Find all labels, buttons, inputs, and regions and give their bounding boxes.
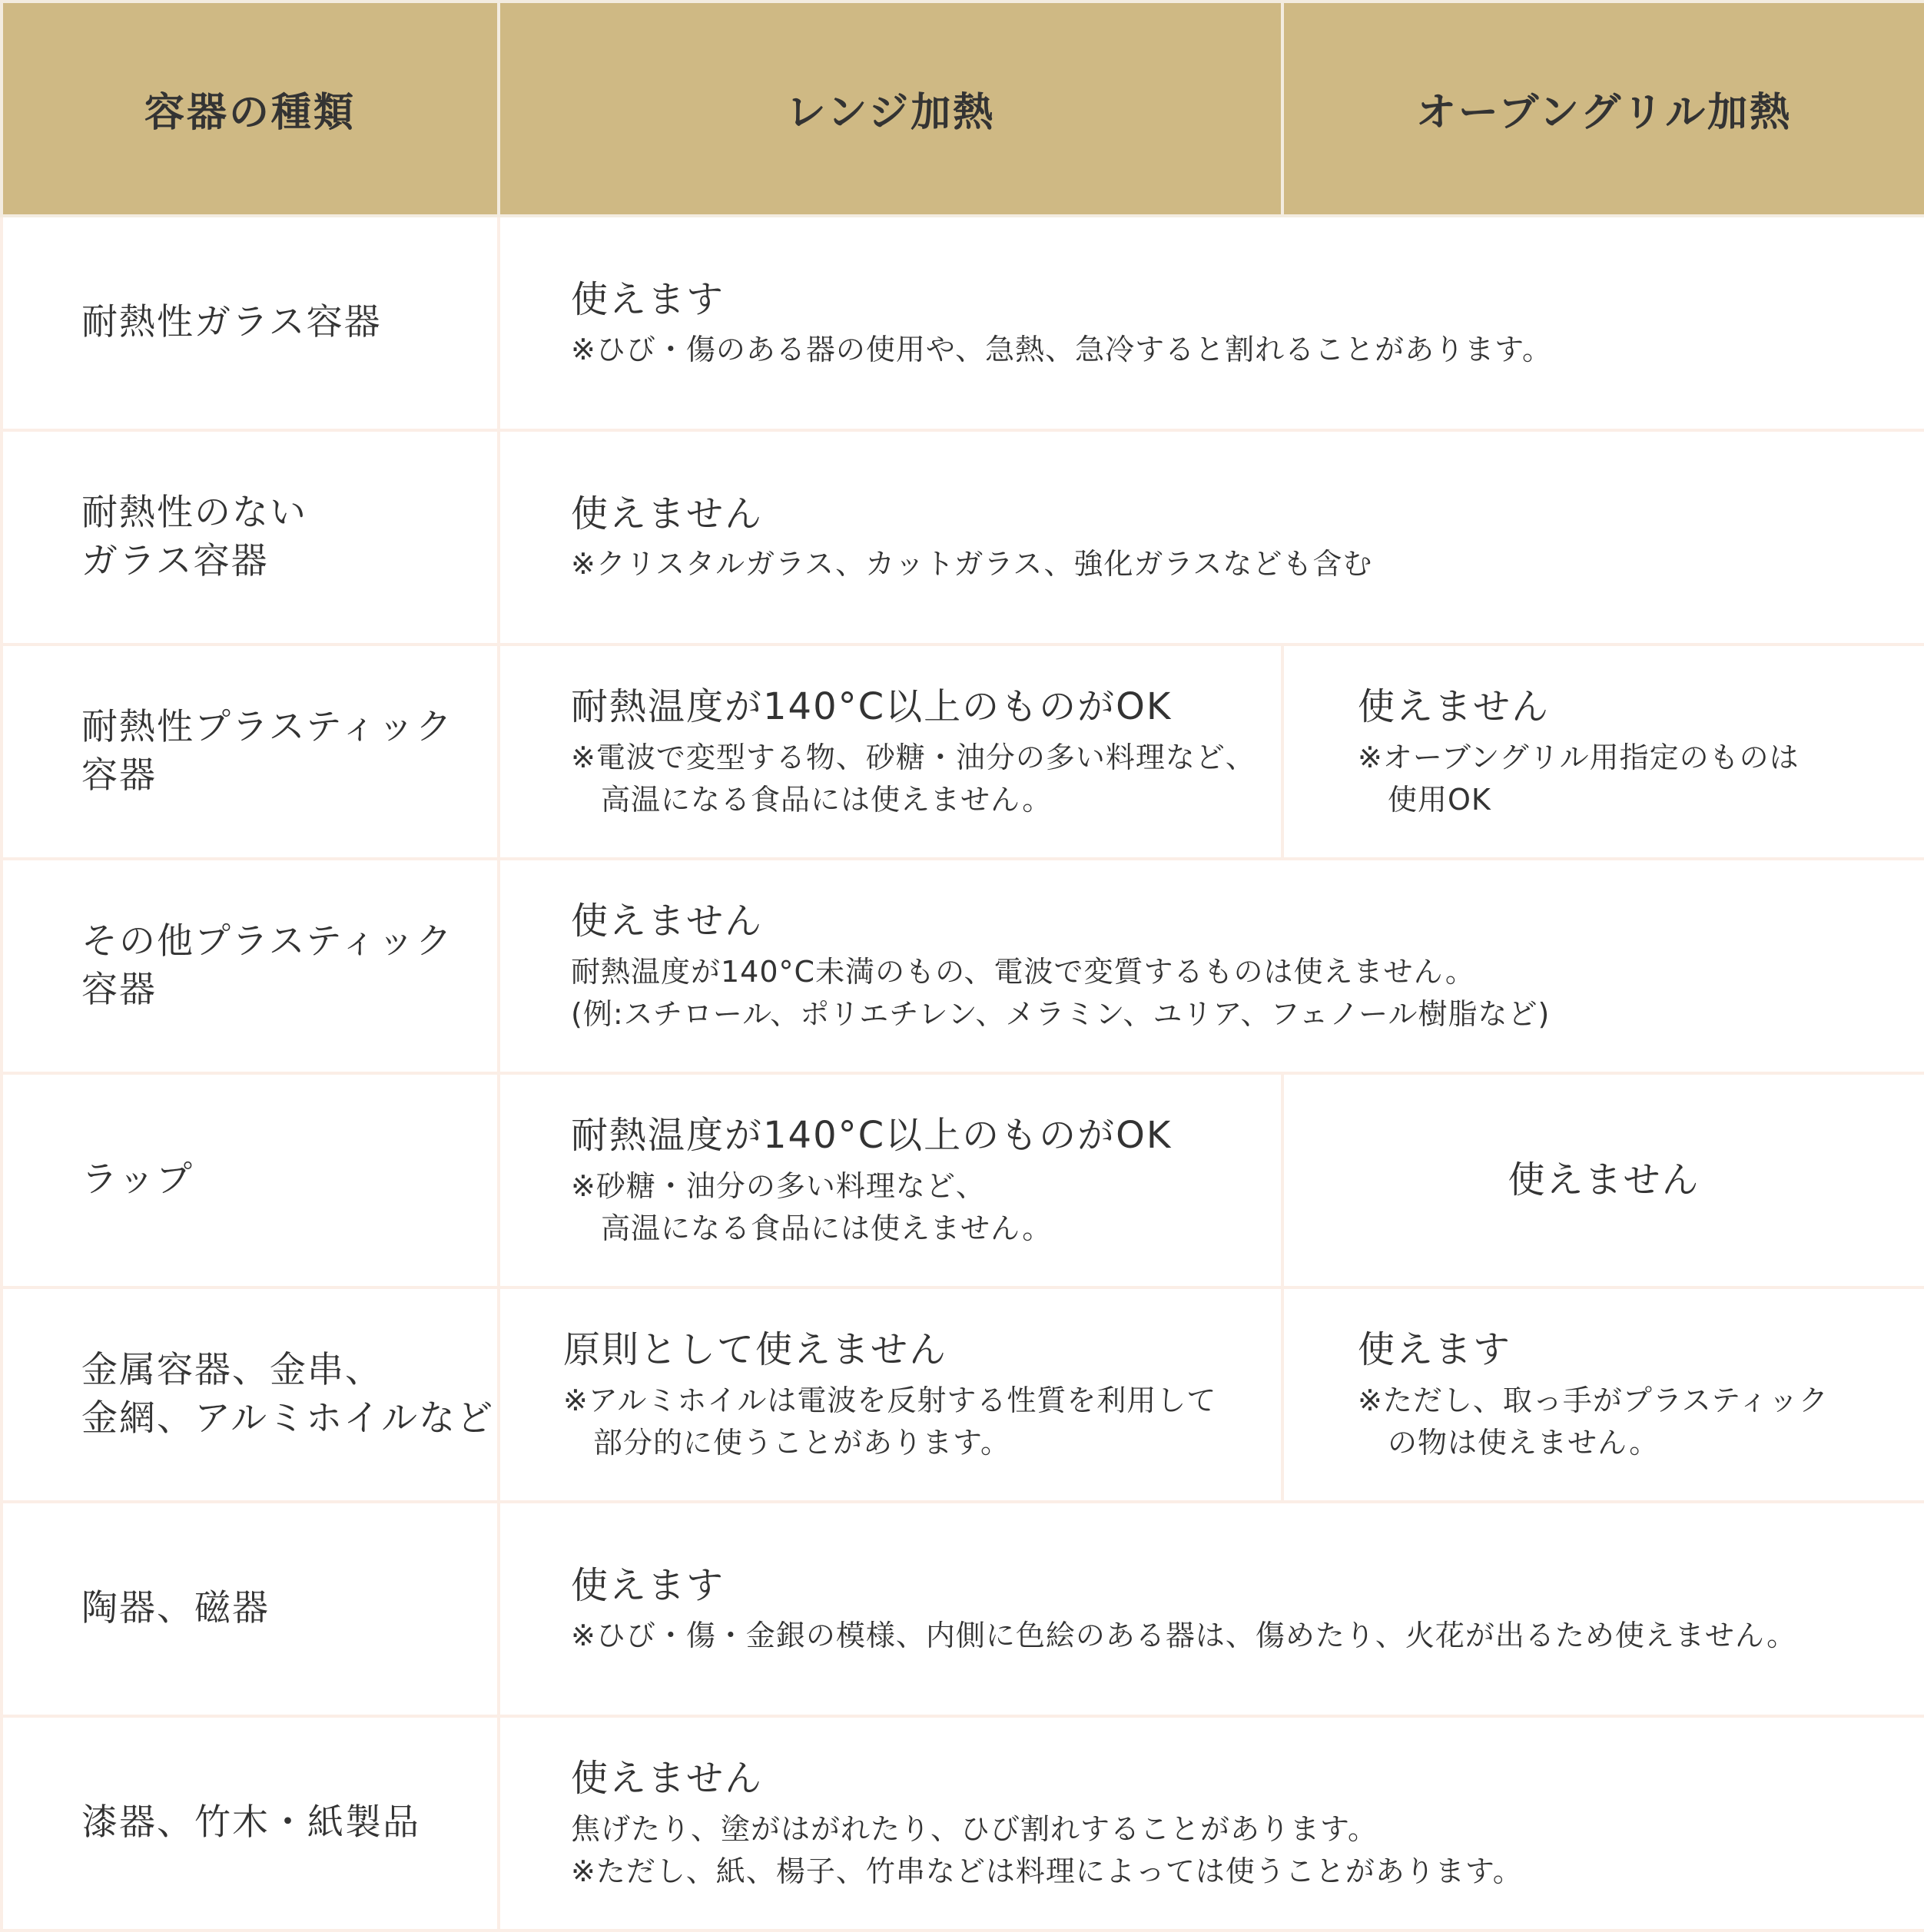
table-row (2, 430, 1924, 645)
usage-cell-range (499, 1287, 1282, 1502)
usage-note-text: ※ただし、取っ手がプラスティック の物は使えません。 (1358, 1383, 1829, 1460)
container-type-label: 耐熱性プラスティック 容器 (81, 706, 453, 797)
usage-note-text: ※電波で変型する物、砂糖・油分の多い料理など、 高温になる食品には使えません。 (571, 740, 1256, 817)
container-type-label: 陶器、磁器 (81, 1587, 270, 1630)
usage-cell-both (499, 430, 1924, 645)
usage-note-text: ※ひび・傷のある器の使用や、急熱、急冷すると割れることがあります。 (571, 333, 1553, 367)
header-oven-grill-heating: オーブングリル加熱 (1282, 2, 1924, 216)
usage-main-text: 使えません (571, 900, 764, 943)
header-row (2, 2, 1924, 216)
usage-note-text: ※アルミホイルは電波を反射する性質を利用して 部分的に使うことがあります。 (563, 1383, 1217, 1460)
usage-cell-both (499, 1502, 1924, 1716)
usage-cell-oven (1282, 1287, 1924, 1502)
usage-cell-oven (1282, 1073, 1924, 1287)
usage-note-text: 耐熱温度が140°C未満のもの、電波で変質するものは使えません。 (例:スチロール、ポリエチレン、メラミン、ユリア、フェノール樹脂など) (571, 954, 1551, 1031)
container-type-cell (2, 216, 499, 430)
table-row (2, 645, 1924, 859)
container-type-cell (2, 1073, 499, 1287)
usage-main-text: 使えません (1508, 1158, 1700, 1202)
table-row (2, 1073, 1924, 1287)
usage-main-text: 使えません (571, 1757, 764, 1800)
container-type-cell (2, 1287, 499, 1502)
table-row (2, 216, 1924, 430)
usage-cell-range (499, 1073, 1282, 1287)
container-type-cell (2, 645, 499, 859)
table-row (2, 1502, 1924, 1716)
container-type-label: 漆器、竹木・紙製品 (81, 1801, 420, 1844)
header-range-heating: レンジ加熱 (499, 2, 1282, 216)
usage-cell-both (499, 859, 1924, 1073)
table-row (2, 859, 1924, 1073)
container-type-cell (2, 430, 499, 645)
table-row (2, 1716, 1924, 1930)
container-type-label: ラップ (81, 1158, 194, 1201)
usage-cell-range (499, 645, 1282, 859)
container-type-label: 耐熱性ガラス容器 (81, 301, 382, 344)
usage-main-text: 耐熱温度が140°C以上のものがOK (571, 685, 1173, 728)
usage-main-text: 使えます (1358, 1328, 1512, 1371)
container-type-label: その他プラスティック 容器 (81, 920, 453, 1011)
usage-note-text: ※ひび・傷・金銀の模様、内側に色絵のある器は、傷めたり、火花が出るため使えません。 (571, 1619, 1797, 1653)
usage-main-text: 使えます (571, 277, 725, 321)
usage-main-text: 使えません (1358, 685, 1551, 728)
container-type-label: 耐熱性のない ガラス容器 (81, 492, 307, 582)
usage-main-text: 使えます (571, 1563, 725, 1607)
table-row (2, 1287, 1924, 1502)
usage-main-text: 耐熱温度が140°C以上のものがOK (571, 1114, 1173, 1157)
usage-note-text: 焦げたり、塗がはがれたり、ひび割れすることがあります。 ※ただし、紙、楊子、竹串などは料理によっては使うことがあります。 (571, 1811, 1523, 1888)
header-container-type: 容器の種類 (2, 2, 499, 216)
usage-note-text: ※クリスタルガラス、カットガラス、強化ガラスなども含む (571, 547, 1373, 582)
container-type-label: 金属容器、金串、 金網、アルミホイルなど (81, 1349, 495, 1440)
usage-note-text: ※砂糖・油分の多い料理など、 高温になる食品には使えません。 (571, 1168, 1053, 1245)
usage-cell-oven (1282, 645, 1924, 859)
container-type-cell (2, 1716, 499, 1930)
container-type-cell (2, 859, 499, 1073)
usage-main-text: 原則として使えません (563, 1328, 948, 1371)
usage-cell-both (499, 1716, 1924, 1930)
usage-note-text: ※オーブングリル用指定のものは 使用OK (1358, 740, 1800, 817)
container-type-cell (2, 1502, 499, 1716)
usage-main-text: 使えません (571, 492, 764, 535)
usage-cell-both (499, 216, 1924, 430)
